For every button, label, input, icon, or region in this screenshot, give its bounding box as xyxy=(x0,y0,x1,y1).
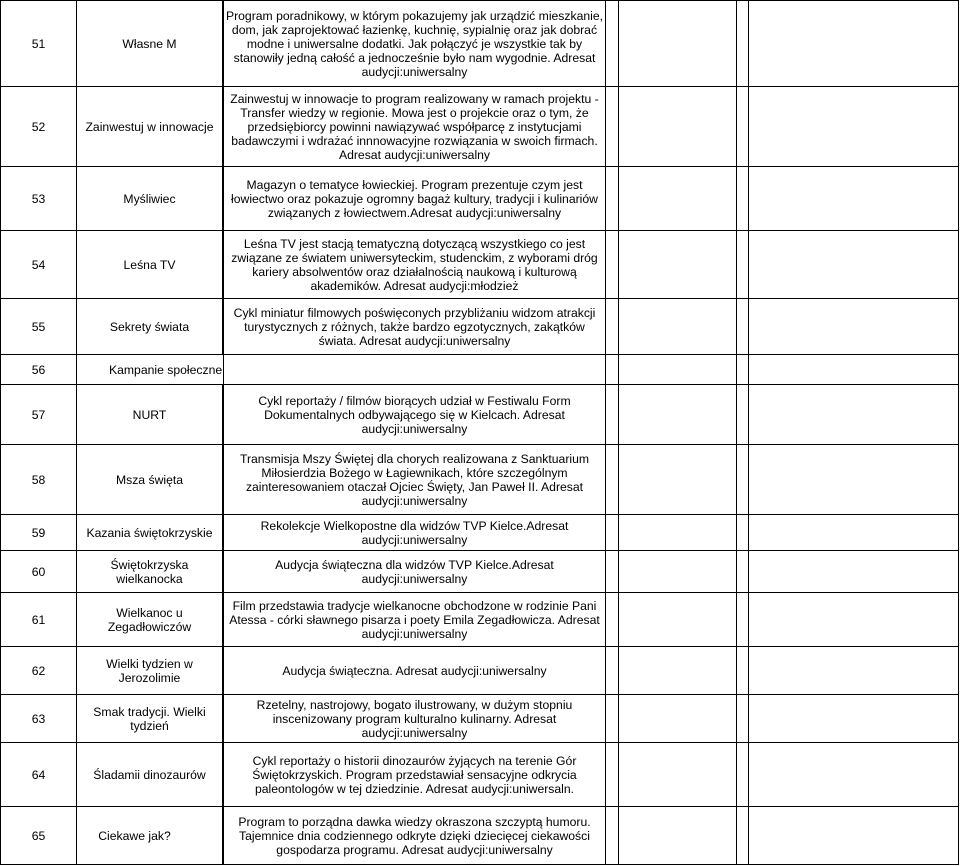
column-gap xyxy=(606,385,619,445)
empty-cell xyxy=(619,385,737,445)
program-description: Program to porządna dawka wiedzy okraszona szczyptą humoru. Tajemnice dnia codziennego odkryte dzięki dziecięcej ciekawości gospodarza programu. Adresat audycji:uniwersalny xyxy=(224,807,606,865)
column-gap xyxy=(606,743,619,807)
program-title: Leśna TV xyxy=(77,231,223,299)
empty-cell xyxy=(619,231,737,299)
column-gap xyxy=(737,551,749,593)
table-row xyxy=(1,355,959,385)
column-gap xyxy=(606,445,619,515)
program-title: Świętokrzyska wielkanocka xyxy=(77,551,223,593)
column-gap xyxy=(606,807,619,865)
empty-cell xyxy=(619,593,737,647)
program-description: Leśna TV jest stacją tematyczną dotyczącą wszystkiego co jest związane ze światem uniwersyteckim, studenckim, z wyborami dróg kariery absolwentów oraz działalnością naukową i kulturową akademików. Adresat audycji:młodzież xyxy=(224,231,606,299)
empty-cell xyxy=(619,695,737,743)
row-number: 58 xyxy=(1,445,77,515)
table-row xyxy=(1,515,959,551)
row-number: 62 xyxy=(1,647,77,695)
column-gap xyxy=(737,743,749,807)
column-gap xyxy=(737,647,749,695)
empty-cell xyxy=(749,515,959,551)
column-gap xyxy=(737,87,749,167)
program-description: Rzetelny, nastrojowy, bogato ilustrowany, w dużym stopniu inscenizowany program kulturalno kulinarny. Adresat audycji:uniwersalny xyxy=(224,695,606,743)
empty-cell xyxy=(619,445,737,515)
row-number: 51 xyxy=(1,1,77,87)
program-description xyxy=(224,355,606,385)
empty-cell xyxy=(619,355,737,385)
program-description: Zainwestuj w innowacje to program realizowany w ramach projektu - Transfer wiedzy w regionie. Mowa jest o projekcie oraz o tym, że przedsiębiorcy powinni nawiązywać współparcę z instytucjami badawczymi i wdrażać innnowacyjne rozwiązania w swoich firmach. Adresat audycji:uniwersalny xyxy=(224,87,606,167)
column-gap xyxy=(606,551,619,593)
program-title: Kampanie społeczne xyxy=(77,355,224,385)
empty-cell xyxy=(749,593,959,647)
empty-cell xyxy=(619,1,737,87)
table-row xyxy=(1,695,959,743)
program-title: Msza święta xyxy=(77,445,223,515)
empty-cell xyxy=(619,647,737,695)
row-number: 53 xyxy=(1,167,77,231)
row-number: 64 xyxy=(1,743,77,807)
column-gap xyxy=(737,355,749,385)
column-gap xyxy=(737,695,749,743)
program-title: Zainwestuj w innowacje xyxy=(77,87,223,167)
empty-cell xyxy=(749,807,959,865)
column-gap xyxy=(606,87,619,167)
empty-cell xyxy=(749,355,959,385)
column-gap xyxy=(606,593,619,647)
program-description: Film przedstawia tradycje wielkanocne obchodzone w rodzinie Pani Atessa - córki sławnego pisarza i poety Emila Zegadłowicza. Adresat audycji:uniwersalny xyxy=(224,593,606,647)
row-number: 54 xyxy=(1,231,77,299)
column-gap xyxy=(606,647,619,695)
program-title: Kazania świętokrzyskie xyxy=(77,515,223,551)
empty-cell xyxy=(749,551,959,593)
schedule-body xyxy=(1,1,959,865)
program-description: Cykl reportaży / filmów biorących udział w Festiwalu Form Dokumentalnych odbywającego się w Kielcach. Adresat audycji:uniwersalny xyxy=(224,385,606,445)
program-title: Wielkanoc u Zegadłowiczów xyxy=(77,593,223,647)
table-row xyxy=(1,1,959,87)
program-description: Audycja świąteczna. Adresat audycji:uniwersalny xyxy=(224,647,606,695)
table-row xyxy=(1,743,959,807)
program-title: Sekrety świata xyxy=(77,299,223,355)
row-number: 65 xyxy=(1,807,77,865)
program-title: Ciekawe jak? xyxy=(77,807,223,865)
empty-cell xyxy=(619,551,737,593)
empty-cell xyxy=(619,807,737,865)
program-title: Wielki tydzien w Jerozolimie xyxy=(77,647,223,695)
empty-cell xyxy=(749,695,959,743)
program-description: Rekolekcje Wielkopostne dla widzów TVP Kielce.Adresat audycji:uniwersalny xyxy=(224,515,606,551)
empty-cell xyxy=(619,515,737,551)
row-number: 57 xyxy=(1,385,77,445)
empty-cell xyxy=(619,299,737,355)
row-number: 60 xyxy=(1,551,77,593)
table-row xyxy=(1,87,959,167)
column-gap xyxy=(606,515,619,551)
table-row xyxy=(1,551,959,593)
column-gap xyxy=(737,807,749,865)
empty-cell xyxy=(749,231,959,299)
table-row xyxy=(1,647,959,695)
column-gap xyxy=(606,695,619,743)
empty-cell xyxy=(749,647,959,695)
row-number: 61 xyxy=(1,593,77,647)
column-gap xyxy=(737,445,749,515)
program-title: Myśliwiec xyxy=(77,167,223,231)
column-gap xyxy=(737,1,749,87)
empty-cell xyxy=(749,167,959,231)
column-gap xyxy=(606,167,619,231)
column-gap xyxy=(737,593,749,647)
column-gap xyxy=(737,385,749,445)
program-title: Śladamii dinozaurów xyxy=(77,743,223,807)
row-number: 59 xyxy=(1,515,77,551)
row-number: 56 xyxy=(1,355,77,385)
empty-cell xyxy=(749,445,959,515)
table-row xyxy=(1,385,959,445)
row-number: 52 xyxy=(1,87,77,167)
table-row xyxy=(1,593,959,647)
table-row xyxy=(1,445,959,515)
column-gap xyxy=(606,231,619,299)
column-gap xyxy=(737,515,749,551)
empty-cell xyxy=(619,167,737,231)
empty-cell xyxy=(749,1,959,87)
empty-cell xyxy=(619,743,737,807)
program-description: Transmisja Mszy Świętej dla chorych realizowana z Sanktuarium Miłosierdzia Bożego w Łagiewnikach, które szczególnym zainteresowaniem otaczał Ojciec Święty, Jan Paweł II. Adresat audycji:uniwersalny xyxy=(224,445,606,515)
column-gap xyxy=(606,299,619,355)
row-number: 55 xyxy=(1,299,77,355)
column-gap xyxy=(606,355,619,385)
table-row xyxy=(1,167,959,231)
program-description: Cykl reportaży o historii dinozaurów żyjących na terenie Gór Świętokrzyskich. Program przedstawiał sensacyjne odkrycia paleontologów w tej dziedzinie. Adresat audycji:uniwersaln. xyxy=(224,743,606,807)
empty-cell xyxy=(749,87,959,167)
table-row xyxy=(1,807,959,865)
table-row xyxy=(1,231,959,299)
program-description: Audycja świąteczna dla widzów TVP Kielce.Adresat audycji:uniwersalny xyxy=(224,551,606,593)
program-title: NURT xyxy=(77,385,223,445)
program-description: Cykl miniatur filmowych poświęconych przybliżaniu widzom atrakcji turystycznych z różnych, także bardzo egzotycznych, zakątków świata. Adresat audycji:uniwersalny xyxy=(224,299,606,355)
column-gap xyxy=(737,299,749,355)
program-description: Magazyn o tematyce łowieckiej. Program prezentuje czym jest łowiectwo oraz pokazuje ogromny bagaż kultury, tradycji i kulinariów związanych z łowiectwem.Adresat audycji:uniwersalny xyxy=(224,167,606,231)
program-title: Własne M xyxy=(77,1,223,87)
program-title: Smak tradycji. Wielki tydzień xyxy=(77,695,223,743)
table-row xyxy=(1,299,959,355)
empty-cell xyxy=(749,385,959,445)
empty-cell xyxy=(619,87,737,167)
column-gap xyxy=(606,1,619,87)
program-description: Program poradnikowy, w którym pokazujemy jak urządzić mieszkanie, dom, jak zaprojektować łazienkę, kuchnię, sypialnię oraz jak dobrać modne i uniwersalne dodatki. Jak połączyć je wszystkie tak by stanowiły jedną całość a jednocześnie było nam wygodnie. Adresat audycji:uniwersalny xyxy=(224,1,606,87)
column-gap xyxy=(737,231,749,299)
empty-cell xyxy=(749,299,959,355)
empty-cell xyxy=(749,743,959,807)
column-gap xyxy=(737,167,749,231)
row-number: 63 xyxy=(1,695,77,743)
